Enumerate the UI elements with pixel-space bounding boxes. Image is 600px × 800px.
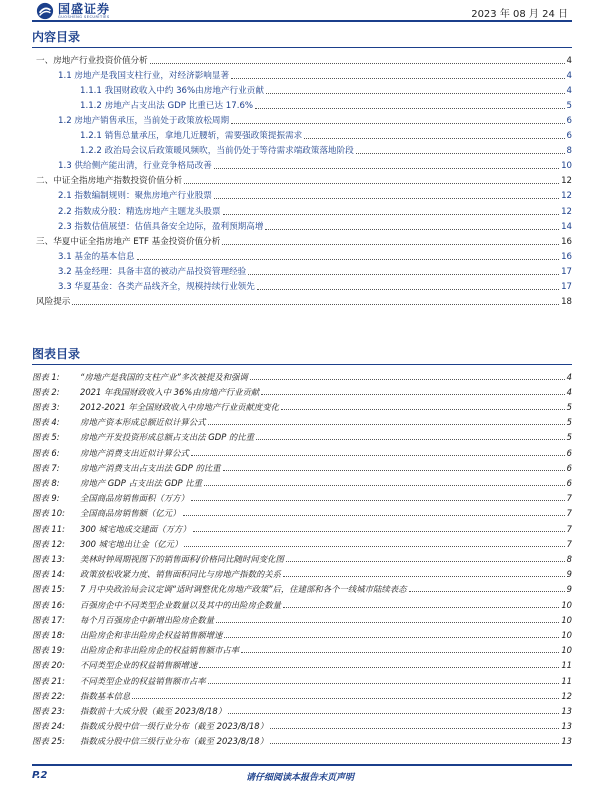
contents-entry-page: 5 [566,101,572,112]
figure-entry-text: 7 月中央政治局会议定调“适时调整优化房地产政策”后，住建部和各个一线城市陆续表态 [80,584,407,595]
figure-entry[interactable] [32,657,572,672]
leader-dots [261,394,564,395]
figure-entry-text: 不同类型企业的权益销售额市占率 [80,675,206,686]
brand-logo-icon [36,2,54,20]
contents-entry-page: 4 [566,71,572,82]
contents-entry-page: 12 [561,191,572,202]
figure-entry-page: 9 [566,584,572,595]
leader-dots [257,289,559,290]
figure-entry-page: 4 [566,386,572,397]
figure-entry-label: 图表 18: [32,629,65,640]
figure-entry-label: 图表 8: [32,477,60,488]
figures-divider [32,364,572,365]
leader-dots [255,108,564,109]
contents-entry-text: 二、中证全指房地产指数投资价值分析 [36,176,183,187]
figure-entry-page: 13 [561,736,572,747]
leader-dots [150,63,565,64]
contents-entry-text: 1.1.2 房地产占支出法 GDP 比重已达 17.6% [80,101,254,112]
contents-entry-text: 2.1 指数编制规则：聚焦房地产行业股票 [58,191,212,202]
contents-entry-text: 3.1 基金的基本信息 [58,251,135,262]
figure-entry[interactable] [32,398,572,413]
footer-divider [32,764,572,766]
figure-entry[interactable] [32,611,572,626]
figure-entry[interactable] [32,596,572,611]
figure-entry-page: 10 [561,645,572,656]
figure-entry-text: 指数成分股中信一级行业分布（截至 2023/8/18） [80,721,268,732]
figure-entry-text: 全国商品房销售面积（万方） [80,493,189,504]
figure-entry-text: 2012-2021 年全国财政收入中房地产行业贡献度变化 [80,401,280,412]
leader-dots [286,561,565,562]
leader-dots [266,93,565,94]
figure-entry[interactable] [32,733,572,748]
figure-entry-text: 不同类型企业的权益销售额增速 [80,660,198,671]
leader-dots [214,168,559,169]
figure-entry-text: 指数前十大成分股（截至 2023/8/18） [80,705,227,716]
contents-entry[interactable] [58,67,572,82]
figure-entry-page: 6 [566,462,572,473]
contents-entry[interactable] [80,127,572,142]
leader-dots [248,274,559,275]
contents-entry-page: 12 [561,206,572,217]
figure-entry-label: 图表 20: [32,660,65,671]
contents-entry-text: 1.3 供给侧产能出清，行业竞争格局改善 [58,161,212,172]
contents-entry-text: 1.2.2 政治局会议后政策暖风频吹，当前仍处于等待需求端政策落地阶段 [80,146,354,157]
figure-entry-text: 全国商品房销售额（亿元） [80,508,181,519]
contents-entry-text: 风险提示 [36,296,71,307]
leader-dots [208,424,565,425]
figure-entry-page: 7 [566,523,572,534]
contents-entry-page: 17 [561,281,572,292]
contents-entry-text: 1.2 房地产销售承压，当前处于政策放松周期 [58,116,230,127]
figure-entry-page: 6 [566,447,572,458]
page-header [0,0,600,22]
figure-entry[interactable] [32,535,572,550]
figure-entry-page: 5 [566,417,572,428]
figure-entry-label: 图表 7: [32,462,60,473]
contents-entry[interactable] [36,172,572,187]
leader-dots [204,485,565,486]
figure-entry-label: 图表 6: [32,447,60,458]
figure-entry-text: 房地产 GDP 占支出法 GDP 比重 [80,477,203,488]
figure-entry-label: 图表 22: [32,690,65,701]
figure-entry-text: 每个月百强房企中新增出险房企数量 [80,614,214,625]
leader-dots [191,500,565,501]
leader-dots [270,743,559,744]
leader-dots [193,531,565,532]
page-number: P.2 [32,770,48,781]
figure-entry-page: 7 [566,538,572,549]
leader-dots [228,713,559,714]
figure-entry-label: 图表 17: [32,614,65,625]
figure-entry-text: 指数成分股中信三级行业分布（截至 2023/8/18） [80,736,268,747]
figure-entry[interactable] [32,474,572,489]
leader-dots [137,259,560,260]
figure-entry[interactable] [32,672,572,687]
figure-entry-page: 7 [566,508,572,519]
figure-entry-label: 图表 21: [32,675,65,686]
figure-entry-label: 图表 3: [32,401,60,412]
contents-entry-page: 16 [561,251,572,262]
figure-entry-label: 图表 10: [32,508,65,519]
figure-entry-page: 10 [561,599,572,610]
figure-entry-label: 图表 16: [32,599,65,610]
figure-entry-label: 图表 5: [32,432,60,443]
figure-entry-text: 政策放松收紧力度、销售面积同比与房地产指数的关系 [80,569,281,580]
figure-entry-page: 11 [561,660,572,671]
figure-entry-page: 10 [561,629,572,640]
leader-dots [409,591,565,592]
figure-entry-text: 房地产消费支出占支出法 GDP 的比重 [80,462,221,473]
figure-entry-label: 图表 12: [32,538,65,549]
contents-entry-page: 17 [561,266,572,277]
figure-entry[interactable] [32,459,572,474]
report-date: 2023 年 08 月 24 日 [471,9,568,20]
leader-dots [265,229,559,230]
figure-entry-page: 6 [566,477,572,488]
leader-dots [283,576,565,577]
brand-logo [36,2,110,20]
figure-entry-page: 13 [561,705,572,716]
contents-entry-text: 1.1.1 我国财政收入中约 36%由房地产行业贡献 [80,86,264,97]
contents-entry-page: 18 [561,296,572,307]
figure-entry-text: 300 城宅地出让金（亿元） [80,538,183,549]
contents-divider [32,47,572,48]
leader-dots [208,683,560,684]
contents-entry-page: 10 [561,161,572,172]
figure-entry-label: 图表 9: [32,493,60,504]
figure-entry-label: 图表 1: [32,371,60,382]
contents-entry-text: 2.2 指数成分股：精选房地产主题龙头股票 [58,206,221,217]
leader-dots [256,439,565,440]
leader-dots [183,515,565,516]
leader-dots [304,138,564,139]
contents-entry[interactable] [36,293,572,308]
figure-entry[interactable] [32,414,572,429]
leader-dots [184,546,564,547]
leader-dots [223,214,560,215]
footer-disclaimer: 请仔细阅读本报告末页声明 [245,773,354,783]
figure-entry-page: 5 [566,401,572,412]
contents-entry-page: 14 [561,221,572,232]
figure-entry[interactable] [32,642,572,657]
figure-entry[interactable] [32,383,572,398]
contents-entry[interactable] [80,142,572,157]
contents-entry-text: 2.3 指数估值展望：估值具备安全边际，盈利预期高增 [58,221,264,232]
figure-entry-label: 图表 25: [32,736,65,747]
contents-entry-text: 1.1 房地产是我国支柱行业，对经济影响显著 [58,71,230,82]
leader-dots [216,622,559,623]
contents-entry[interactable] [36,52,572,67]
leader-dots [281,409,565,410]
figure-entry-text: 2021 年我国财政收入中 36%由房地产行业贡献 [80,386,260,397]
leader-dots [224,637,559,638]
leader-dots [223,470,565,471]
figure-entry-text: 美林时钟周期视图下的销售面积/价格同比随时间变化图 [80,553,284,564]
figure-entry-label: 图表 11: [32,523,65,534]
figure-entry[interactable] [32,702,572,717]
figure-entry[interactable] [32,505,572,520]
contents-entry[interactable] [58,187,572,202]
brand-name: 国盛证券 [58,2,111,16]
contents-entry[interactable] [58,278,572,293]
contents-entry[interactable] [58,218,572,233]
leader-dots [270,728,559,729]
leader-dots [241,652,559,653]
contents-entry-text: 三、华夏中证全指房地产 ETF 基金投资价值分析 [36,236,221,247]
figure-entry-label: 图表 14: [32,569,65,580]
figure-entry[interactable] [32,429,572,444]
contents-entry-page: 16 [561,236,572,247]
figure-entry-page: 5 [566,432,572,443]
figure-entry[interactable] [32,520,572,535]
contents-entry-text: 3.3 华夏基金：各类产品线齐全，规模持续行业领先 [58,281,255,292]
contents-entry[interactable] [80,97,572,112]
figure-entry-page: 7 [566,493,572,504]
figure-entry[interactable] [32,687,572,702]
leader-dots [191,455,565,456]
figure-entry[interactable] [32,550,572,565]
figure-entry[interactable] [32,626,572,641]
figure-entry-text: “房地产是我国的支柱产业”多次被提及和强调 [80,371,248,382]
leader-dots [283,607,559,608]
header-divider [32,20,572,22]
leader-dots [214,198,559,199]
figure-entry-text: 百强房企中不同类型企业数量以及其中的出险房企数量 [80,599,281,610]
figure-entry-label: 图表 19: [32,645,65,656]
figures-title: 图表目录 [32,347,81,361]
figure-entry-page: 8 [566,553,572,564]
figure-entry[interactable] [32,444,572,459]
contents-entry-text: 1.2.1 销售总量承压，拿地几近腰斩，需要强政策提振需求 [80,131,303,142]
leader-dots [72,304,559,305]
figure-entry-page: 11 [561,675,572,686]
contents-entry[interactable] [80,82,572,97]
figure-entry-text: 出险房企和非出险房企权益销售额增速 [80,629,223,640]
contents-entry-text: 3.2 基金经理：具备丰富的被动产品投资管理经验 [58,266,247,277]
figure-entry-page: 10 [561,614,572,625]
contents-entry[interactable] [58,203,572,218]
figure-entry-text: 300 城宅地成交建面（万方） [80,523,191,534]
contents-entry[interactable] [58,263,572,278]
figure-entry-page: 12 [561,690,572,701]
figure-entry-text: 房地产开发投资形成总额占支出法 GDP 的比重 [80,432,255,443]
leader-dots [231,123,564,124]
figure-entry[interactable] [32,368,572,383]
contents-entry[interactable] [36,233,572,248]
figure-entry[interactable] [32,718,572,733]
contents-entry-page: 6 [566,116,572,127]
contents-entry-page: 12 [561,176,572,187]
figure-entry-text: 房地产消费支出近似计算公式 [80,447,189,458]
figure-entry-label: 图表 15: [32,584,65,595]
contents-entry-text: 一、房地产行业投资价值分析 [36,56,148,66]
figure-entry[interactable] [32,566,572,581]
figure-entry-text: 指数基本信息 [80,690,131,701]
contents-entry-page: 4 [566,56,572,66]
contents-entry[interactable] [58,248,572,263]
figure-entry-text: 出险房企和非出险房企的权益销售额市占率 [80,645,240,656]
figure-entry-label: 图表 4: [32,417,60,428]
figure-entry-page: 13 [561,721,572,732]
contents-entry-page: 4 [566,86,572,97]
figure-entry-page: 9 [566,569,572,580]
contents-entry-page: 6 [566,131,572,142]
figure-entry-label: 图表 24: [32,721,65,732]
figure-entry-text: 房地产资本形成总额近似计算公式 [80,417,206,428]
leader-dots [356,153,565,154]
leader-dots [184,183,559,184]
brand-name-en: GUOSHENG SECURITIES [58,15,110,19]
figure-entry-label: 图表 23: [32,705,65,716]
figure-entry[interactable] [32,490,572,505]
leader-dots [132,698,559,699]
leader-dots [250,379,565,380]
contents-entry-page: 8 [566,146,572,157]
leader-dots [231,78,564,79]
contents-entry[interactable] [58,112,572,127]
figure-entry-label: 图表 2: [32,386,60,397]
figure-entry[interactable] [32,581,572,596]
figure-entry-label: 图表 13: [32,553,65,564]
contents-title: 内容目录 [32,30,81,44]
figure-entry-page: 4 [566,371,572,382]
leader-dots [199,667,559,668]
contents-entry[interactable] [58,157,572,172]
leader-dots [222,244,559,245]
